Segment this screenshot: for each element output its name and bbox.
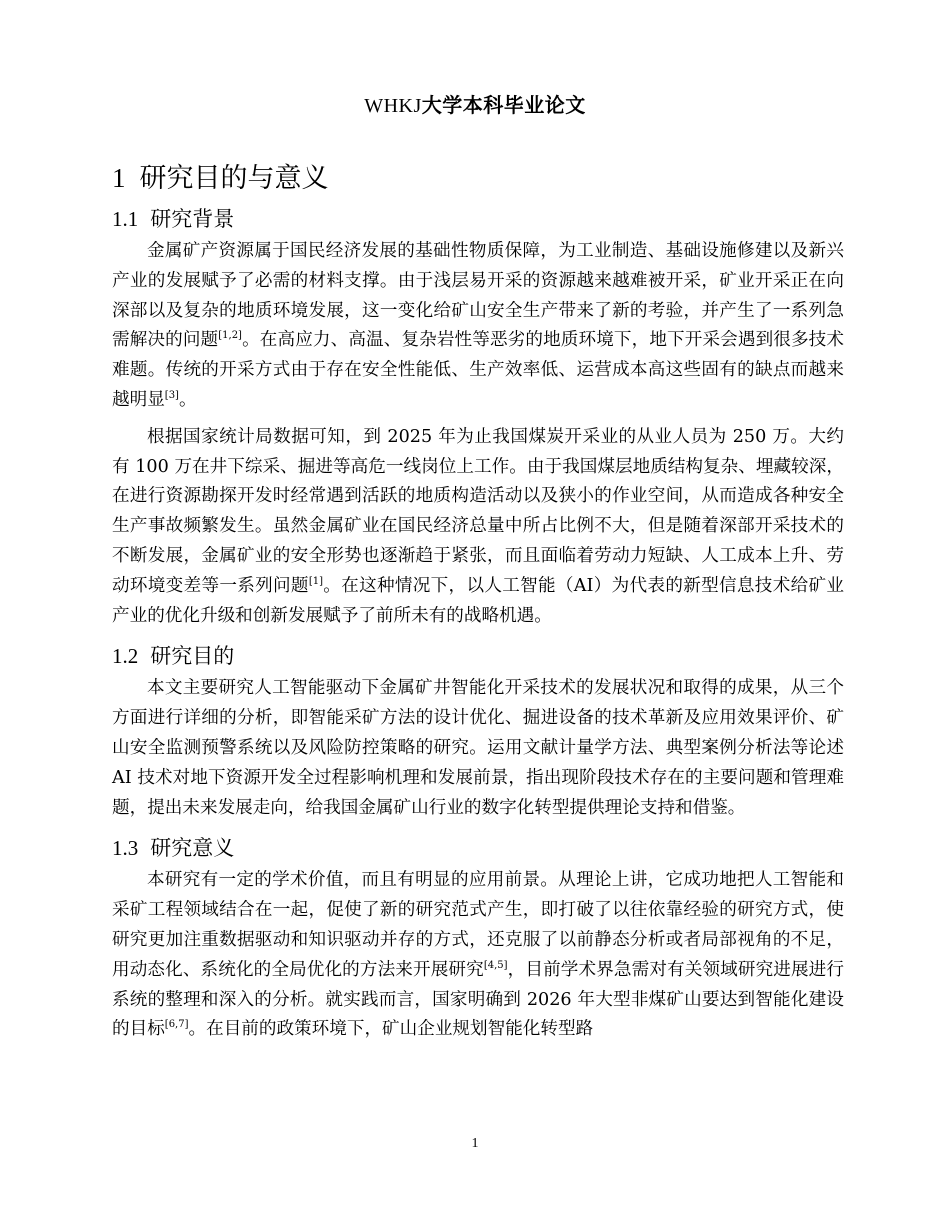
page-body: [112, 158, 844, 1052]
paragraph-text: 。在目前的政策环境下，矿山企业规划智能化转型路: [188, 1019, 594, 1040]
citation: [1,2]: [218, 330, 242, 342]
running-header: [0, 92, 950, 119]
paragraph-text: 本文主要研究人工智能驱动下金属矿井智能化开采技术的发展状况和取得的成果，从三个方面进行详细的分析，即智能采矿方法的设计优化、掘进设备的技术革新及应用效果评价、矿山安全监测预警系统以及风险防控策略的研究。运用文献计量学方法、典型案例分析法等论述 AI 技术对地下资源开发全过程影响机理和发展前景，指出现阶段技术存在的主要问题和管理难题，提出未来发展走向，给我国金属矿山行业的数字化转型提供理论支持和借鉴。: [112, 678, 844, 818]
paragraph-text: 。在这种情况下，以人工智能（AI）为代表的新型信息技术给矿业产业的优化升级和创新发展赋予了前所未有的战略机遇。: [112, 575, 844, 626]
paragraph-text: 。: [178, 389, 197, 410]
chapter-number: 1: [112, 163, 126, 193]
section-number: 1.1: [112, 207, 139, 231]
citation: [4,5]: [483, 959, 508, 971]
paragraph-text: 金属矿产资源属于国民经济发展的基础性物质保障，为工业制造、基础设施修建以及新兴产业的发展赋予了必需的材料支撑。由于浅层易开采的资源越来越难被开采，矿业开采正在向深部以及复杂的地质环境发展，这一变化给矿山安全生产带来了新的考验，并产生了一系列急需解决的问题: [112, 241, 844, 351]
section-heading: [112, 830, 844, 866]
paragraph: [112, 866, 844, 1045]
section-title: 研究目的: [150, 644, 235, 669]
section-heading: [112, 638, 844, 674]
section-number: 1.3: [112, 836, 139, 861]
paragraph-text: 根据国家统计局数据可知，到 2025 年为止我国煤炭开采业的从业人员为 250 万。大约有 100 万在井下综采、掘进等高危一线岗位上工作。由于我国煤层地质结构复杂、埋藏较深，在进行资源勘探开发时经常遇到活跃的地质构造活动以及狭小的作业空间，从而造成各种安全生产事故频繁发生。虽然金属矿业在国民经济总量中所占比例不大，但是随着深部开采技术的不断发展，金属矿业的安全形势也逐渐趋于紧张，而且面临着劳动力短缺、人工成本上升、劳动环境变差等一系列问题: [112, 426, 844, 596]
paragraph: [112, 674, 844, 823]
citation: [1]: [308, 575, 323, 587]
citation: [6,7]: [164, 1019, 189, 1031]
paragraph-text: 本研究有一定的学术价值，而且有明显的应用前景。从理论上讲，它成功地把人工智能和采矿工程领域结合在一起，促使了新的研究范式产生，即打破了以往依靠经验的研究方式，使研究更加注重数据驱动和知识驱动并存的方式，还克服了以前静态分析或者局部视角的不足，用动态化、系统化的全局优化的方法来开展研究: [112, 870, 844, 980]
section-number: 1.2: [112, 644, 139, 669]
paragraph: [112, 423, 844, 632]
chapter-heading: [112, 158, 844, 199]
chapter-title: 研究目的与意义: [139, 163, 329, 194]
citation: [3]: [164, 389, 179, 401]
paragraph-text: ，目前学术界急需对有关领域研究进展进行系统的整理和深入的分析。就实践而言，国家明确到 2026 年大型非煤矿山要达到智能化建设的目标: [112, 959, 844, 1040]
section-heading: [112, 201, 844, 237]
paragraph-text: 。在高应力、高温、复杂岩性等恶劣的地质环境下，地下开采会遇到很多技术难题。传统的开采方式由于存在安全性能低、生产效率低、运营成本高这些固有的缺点而越来越明显: [112, 330, 844, 410]
header-institution: WHKJ: [364, 95, 422, 117]
page-number: 1: [471, 1136, 479, 1151]
section-title: 研究意义: [150, 836, 235, 861]
section-title: 研究背景: [150, 207, 235, 231]
header-doc-type: 大学本科毕业论文: [421, 93, 586, 117]
paragraph: [112, 237, 844, 416]
